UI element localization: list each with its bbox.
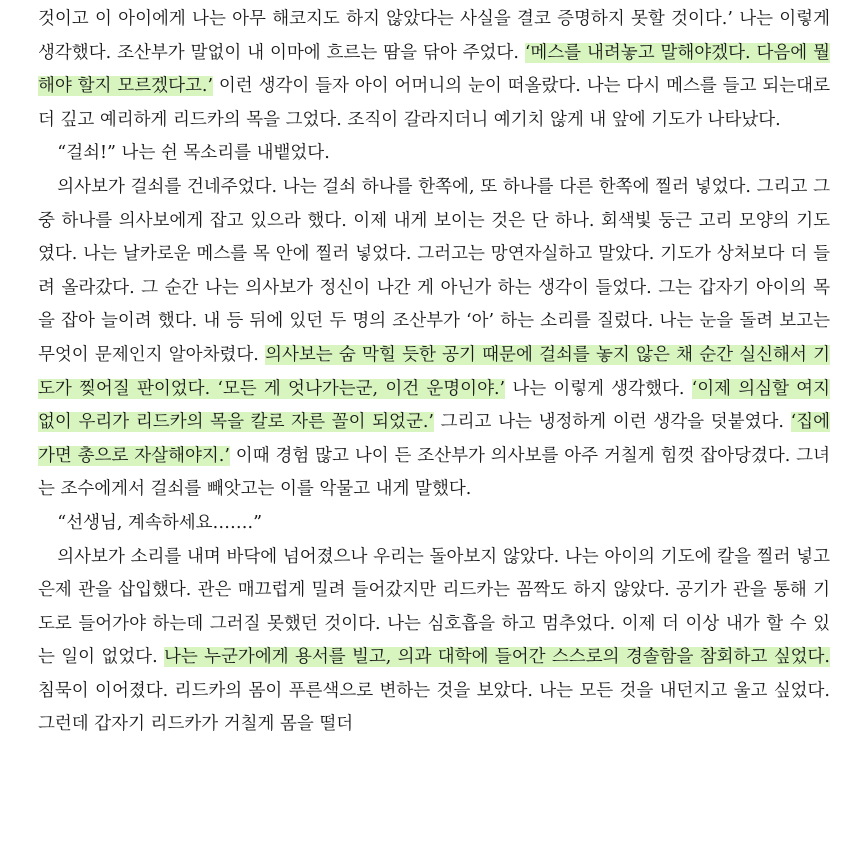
text-run: 나는 이렇게 생각했다. [505, 378, 692, 399]
paragraph [38, 541, 830, 743]
text-run: 의사보가 소리를 내며 바닥에 넘어졌으나 우리는 돌아보지 않았다. 나는 아이의 기도에 칼을 찔러 넣고 은제 관을 삽입했다. 관은 매끄럽게 밀려 들어갔지만 리드카는 꼼짝도 하지 않았다. 공기가 관을 통해 기도로 들어가야 하는데 그러질 못했던 것이다. 나는 심호흡을 하고 멈추었다. 이제 더 이상 내가 할 수 있는 일이 없었다. [38, 546, 830, 668]
text-run: 이런 생각이 들자 아이 어머니의 눈이 떠올랐다. 나는 다시 메스를 들고 되는대로 더 깊고 예리하게 리드카의 목을 그었다. 조직이 갈라지더니 예기치 않게 내 앞에 기도가 나타났다. [38, 76, 830, 130]
text-run: “선생님, 계속하세요…….” [57, 512, 263, 533]
text-run: 그리고 나는 냉정하게 이런 생각을 덧붙였다. [434, 412, 791, 433]
text-run: 의사보가 걸쇠를 건네주었다. 나는 걸쇠 하나를 한쪽에, 또 하나를 다른 한쪽에 찔러 넣었다. 그리고 그중 하나를 의사보에게 잡고 있으라 했다. 이제 내게 보이는 것은 단 하나. 회색빛 둥근 고리 모양의 기도였다. 나는 날카로운 메스를 목 안에 찔러 넣었다. 그러고는 망연자실하고 말았다. 기도가 상처보다 더 들려 올라갔다. 그 순간 나는 의사보가 정신이 나간 게 아닌가 하는 생각이 들었다. 그는 갑자기 아이의 목을 잡아 늘이려 했다. 내 등 뒤에 있던 두 명의 조산부가 ‘아’ 하는 소리를 질렀다. 나는 눈을 돌려 보고는 무엇이 문제인지 알아차렸다. [38, 176, 830, 365]
text-run: 것이고 이 아이에게 나는 아무 해코지도 하지 않았다는 사실을 결코 증명하지 못할 것이다.’ 나는 이렇게 생각했다. 조산부가 말없이 내 이마에 흐르는 땀을 닦아 주었다. [38, 9, 830, 63]
text-run: 침묵이 이어졌다. 리드카의 몸이 푸른색으로 변하는 것을 보았다. 나는 모든 것을 내던지고 울고 싶었다. 그런데 갑자기 리드카가 거칠게 몸을 떨더 [38, 680, 830, 735]
highlighted-text: ‘메스를 내려놓고 말해야겠다. 다음에 뭘 해야 할지 모르겠다고.’ [38, 42, 830, 97]
paragraph [38, 171, 830, 507]
highlighted-text: 나는 누군가에게 용서를 빌고, 의과 대학에 들어간 스스로의 경솔함을 참회하고 싶었다. [163, 647, 830, 668]
highlighted-text: 의사보는 숨 막힐 듯한 공기 때문에 걸쇠를 놓지 않은 채 순간 실신해서 기도가 찢어질 판이었다. ‘모든 게 엇나가는군, 이건 운명이야.’ [38, 344, 830, 399]
text-run: 이때 경험 많고 나이 든 조산부가 의사보를 아주 거칠게 힘껏 잡아당겼다. 그녀는 조수에게서 걸쇠를 빼앗고는 이를 악물고 내게 말했다. [38, 445, 830, 500]
paragraph-dialogue [38, 137, 830, 171]
paragraph-dialogue [38, 507, 830, 541]
highlighted-text: ‘이제 의심할 여지 없이 우리가 리드카의 목을 칼로 자른 꼴이 되었군.’ [38, 378, 830, 433]
paragraph [38, 3, 830, 137]
text-run: “걸쇠!” 나는 쉰 목소리를 내뱉었다. [57, 143, 330, 164]
highlighted-text: ‘집에 가면 총으로 자살해야지.’ [38, 412, 830, 466]
